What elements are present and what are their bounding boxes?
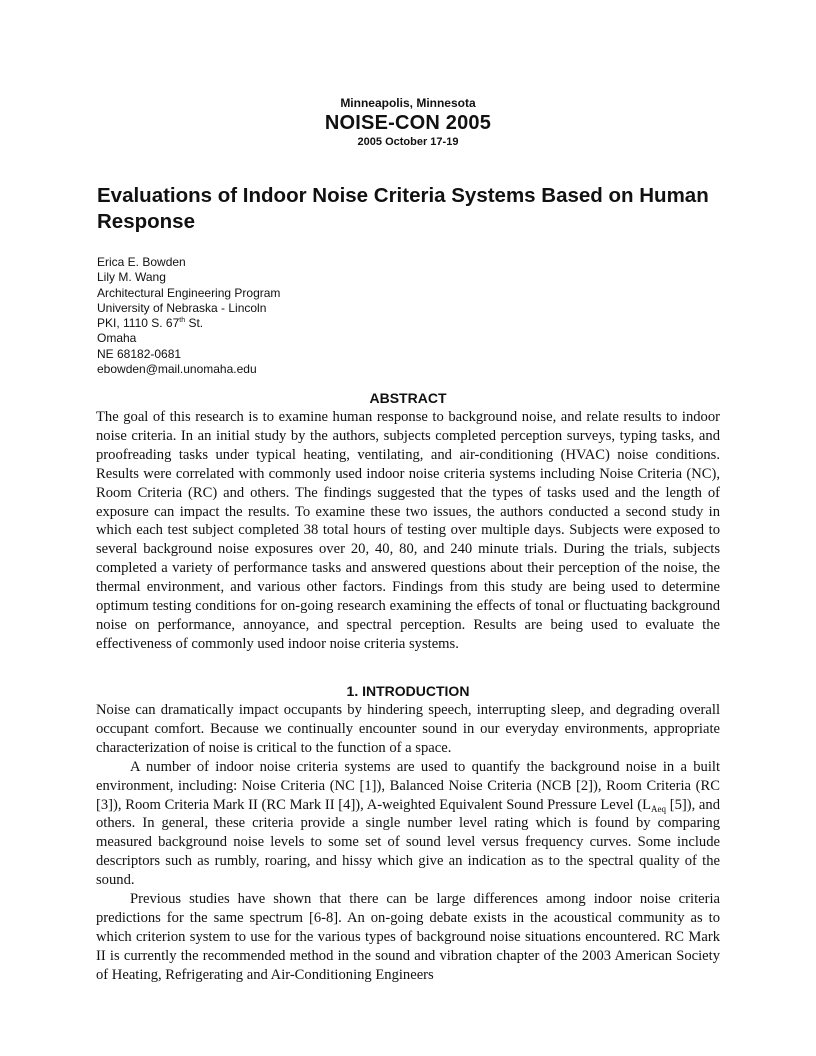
introduction-body [96, 701, 720, 985]
author-city: Omaha [97, 331, 137, 346]
intro-p2-part-b: [5]), and others. In general, these criteria provide a single number level rating which is found by comparing measured background noise levels to some set of sound level versus frequency curves. Some include descriptors such as rumbly, roaring, and hissy which give an indication as to the spectral quality of the sound. [96, 796, 720, 889]
laeq-subscript: Aeq [651, 803, 667, 814]
intro-paragraph-3: Previous studies have shown that there can be large differences among indoor noise criteria predictions for the same spectrum [6-8]. An on-going debate exists in the acoustical community as to which criterion system to use for the various types of background noise situations encountered. RC Mark II is currently the recommended method in the sound and vibration chapter of the 2003 American Society of Heating, Refrigerating and Air-Conditioning Engineers [96, 891, 720, 983]
intro-p2-part-a: A number of indoor noise criteria systems are used to quantify the background noise in a built environment, including: Noise Criteria (NC [1]), Balanced Noise Criteria (NCB [2]), Room Criteria (RC [3]), Room Criteria Mark II (RC Mark II [4]), A-weighted Equivalent Sound Pressure Level (L [96, 758, 720, 813]
author-address [97, 316, 280, 331]
author-name: Lily M. Wang [97, 270, 166, 285]
author-affiliation: University of Nebraska - Lincoln [97, 300, 267, 315]
paper-title: Evaluations of Indoor Noise Criteria Systems Based on Human Response [97, 184, 709, 233]
author-name: Erica E. Bowden [97, 255, 186, 269]
author-block [97, 255, 280, 377]
conference-name: NOISE-CON 2005 [324, 112, 492, 134]
address-street: PKI, 1110 S. 67 [97, 316, 180, 331]
author-email: ebowden@mail.unomaha.edu [97, 362, 257, 377]
abstract-heading: ABSTRACT [369, 390, 447, 406]
introduction-heading: 1. INTRODUCTION [346, 683, 470, 699]
abstract-text: The goal of this research is to examine human response to background noise, and relate results to indoor noise criteria. In an initial study by the authors, subjects completed perception surveys, typing tasks, and proofreading tasks under typical heating, ventilating, and air-conditioning (HVAC) noise conditions. Results were correlated with commonly used indoor noise criteria systems including Noise Criteria (NC), Room Criteria (RC) and others. The findings suggested that the types of tasks used and the length of exposure can impact the results. To examine these two issues, the authors conducted a second study in which each test subject completed 38 total hours of testing over multiple days. Subjects were exposed to several background noise exposures over 20, 40, 80, and 240 minute trials. During the trials, subjects completed a variety of performance tasks and answered questions about their perception of the noise, the thermal environment, and various other factors. Findings from this study are being used to determine optimum testing conditions for on-going research examining the effects of tonal or fluctuating background noise on performance, annoyance, and spectral perception. Results are being used to evaluate the effectiveness of commonly used indoor noise criteria systems. [96, 409, 720, 652]
address-superscript: th [179, 317, 186, 325]
author-affiliation: Architectural Engineering Program [97, 285, 281, 300]
author-zip: NE 68182-0681 [97, 346, 182, 361]
intro-paragraph-2 [96, 758, 720, 890]
conference-location: Minneapolis, Minnesota [340, 96, 476, 110]
intro-paragraph-1: Noise can dramatically impact occupants by hindering speech, interrupting sleep, and degrading overall occupant comfort. Because we continually encounter sound in our everyday environments, appropriate characterization of noise is critical to the function of a space. [96, 702, 720, 756]
address-street-suffix: St. [185, 316, 204, 331]
conference-dates: 2005 October 17-19 [357, 136, 459, 148]
